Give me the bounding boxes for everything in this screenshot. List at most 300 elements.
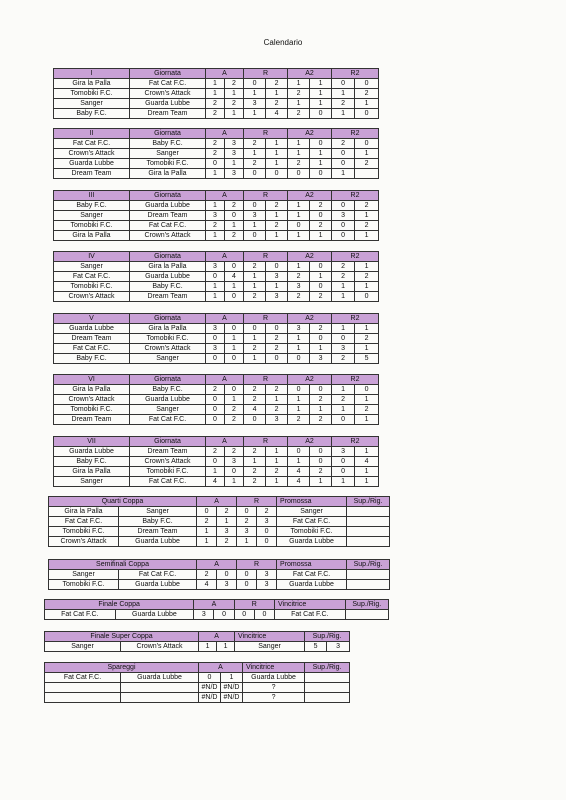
score-home: 1 xyxy=(244,109,266,119)
score-home: 1 xyxy=(332,89,355,99)
andata-header: A xyxy=(197,560,237,570)
score-home: 0 xyxy=(206,354,225,364)
score-away: 2 xyxy=(310,201,332,211)
score-away: 1 xyxy=(225,344,244,354)
score-away: 0 xyxy=(225,385,244,395)
score-home: 3 xyxy=(332,447,355,457)
ritorno2-header: R2 xyxy=(332,191,379,201)
ritorno-header: R xyxy=(244,437,288,447)
score-away: 1 xyxy=(355,477,379,487)
match-row xyxy=(54,395,379,405)
score-away: 0 xyxy=(310,169,332,179)
score-away: 2 xyxy=(225,99,244,109)
home-team: Baby F.C. xyxy=(54,457,130,467)
ritorno-header: R xyxy=(244,129,288,139)
away-team: Gira la Palla xyxy=(130,324,206,334)
ritorno-header: R xyxy=(244,375,288,385)
ritorno2-header: R2 xyxy=(332,69,379,79)
score-home: 2 xyxy=(244,344,266,354)
ritorno-header: R xyxy=(244,314,288,324)
away-team: Guarda Lubbe xyxy=(130,201,206,211)
score-away: 2 xyxy=(225,201,244,211)
score-away: 2 xyxy=(310,415,332,425)
cup-match-row xyxy=(45,610,389,620)
score-away: 0 xyxy=(257,537,277,547)
score-home: 0 xyxy=(206,457,225,467)
home-team: Sanger xyxy=(45,642,121,652)
match-row xyxy=(54,231,379,241)
home-team: Fat Cat F.C. xyxy=(45,610,116,620)
score-home: 2 xyxy=(206,99,225,109)
empty-cell xyxy=(121,683,199,693)
score-away: 2 xyxy=(225,415,244,425)
score-home: 2 xyxy=(244,139,266,149)
score-away: 1 xyxy=(310,231,332,241)
ritorno2-header: R2 xyxy=(332,375,379,385)
away-team: Sanger xyxy=(130,405,206,415)
supercoppa-header-row xyxy=(45,632,350,642)
match-row xyxy=(54,457,379,467)
away-team: Baby F.C. xyxy=(119,517,197,527)
score-away: 1 xyxy=(355,262,379,272)
score-away: 0 xyxy=(355,79,379,89)
cup-round-title: Finale Coppa xyxy=(45,600,194,610)
score-home: 1 xyxy=(206,231,225,241)
score-home: 1 xyxy=(332,477,355,487)
score-away: 1 xyxy=(355,344,379,354)
home-team: Sanger xyxy=(54,211,130,221)
andata2-header: A2 xyxy=(288,314,332,324)
away-team: Tomobiki F.C. xyxy=(130,334,206,344)
match-row xyxy=(54,211,379,221)
score-away: 2 xyxy=(266,221,288,231)
home-team: Gira la Palla xyxy=(54,467,130,477)
away-team: Sanger xyxy=(119,507,197,517)
home-team: Tomobiki F.C. xyxy=(54,221,130,231)
score-away: 1 xyxy=(225,395,244,405)
score-away: 0 xyxy=(310,282,332,292)
andata-header: A xyxy=(199,663,243,673)
match-row xyxy=(54,282,379,292)
score-home: 3 xyxy=(194,610,214,620)
home-team: Gira la Palla xyxy=(54,79,130,89)
score-away: 1 xyxy=(355,231,379,241)
cup-match-row xyxy=(49,570,390,580)
supplementari-rigori-cell xyxy=(347,537,390,547)
score-away: 2 xyxy=(355,272,379,282)
score-away: 0 xyxy=(217,570,237,580)
score-away: 0 xyxy=(310,139,332,149)
away-team: Tomobiki F.C. xyxy=(130,159,206,169)
home-team: Sanger xyxy=(54,477,130,487)
score-home: 1 xyxy=(332,405,355,415)
empty-cell xyxy=(45,683,121,693)
home-team: Gira la Palla xyxy=(54,385,130,395)
score-away: 3 xyxy=(266,415,288,425)
score-home: #N/D xyxy=(199,683,221,693)
score-home: 2 xyxy=(244,262,266,272)
score-away: 0 xyxy=(225,467,244,477)
round-table xyxy=(53,251,379,302)
match-row xyxy=(54,405,379,415)
score-away: 2 xyxy=(310,395,332,405)
score-away: 0 xyxy=(225,324,244,334)
score-home: 2 xyxy=(244,477,266,487)
home-team: Gira la Palla xyxy=(49,507,119,517)
andata2-header: A2 xyxy=(288,191,332,201)
score-home: 1 xyxy=(206,201,225,211)
score-away: 1 xyxy=(217,642,235,652)
round-header-row xyxy=(54,191,379,201)
home-team: Crown's Attack xyxy=(54,149,130,159)
score-home: 1 xyxy=(197,537,217,547)
home-team: Sanger xyxy=(49,570,119,580)
supplementari-rigori-header: Sup./Rig. xyxy=(305,663,350,673)
score-away: 1 xyxy=(225,109,244,119)
score-home: 1 xyxy=(288,211,310,221)
score-away: 2 xyxy=(225,231,244,241)
score-away: 3 xyxy=(225,149,244,159)
score-away: 3 xyxy=(266,292,288,302)
match-row xyxy=(54,149,379,159)
score-home: 1 xyxy=(244,334,266,344)
score-home: 0 xyxy=(332,467,355,477)
spareggi-header-row xyxy=(45,663,350,673)
score-home: 0 xyxy=(332,221,355,231)
score-away: 2 xyxy=(266,405,288,415)
giornata-header: Giornata xyxy=(130,437,206,447)
score-home: 3 xyxy=(288,282,310,292)
score-home: 4 xyxy=(288,467,310,477)
match-row xyxy=(54,415,379,425)
score-away: 1 xyxy=(221,673,243,683)
winner-team: ? xyxy=(243,693,305,703)
score-home: 0 xyxy=(206,159,225,169)
away-team: Gira la Palla xyxy=(130,262,206,272)
score-away: 3 xyxy=(257,580,277,590)
score-home: 2 xyxy=(206,221,225,231)
score-away: 1 xyxy=(355,149,379,159)
score-away: 0 xyxy=(310,457,332,467)
score-home: #N/D xyxy=(199,693,221,703)
spareggi-row xyxy=(45,693,350,703)
supplementari-rigori-header: Sup./Rig. xyxy=(305,632,350,642)
score-away: 1 xyxy=(355,395,379,405)
score-away: 0 xyxy=(310,334,332,344)
score-home: 2 xyxy=(206,139,225,149)
score-home: 3 xyxy=(332,344,355,354)
winner-team: Guarda Lubbe xyxy=(277,537,347,547)
score-away: 3 xyxy=(225,457,244,467)
match-row xyxy=(54,447,379,457)
score-home: 1 xyxy=(244,149,266,159)
home-team: Fat Cat F.C. xyxy=(45,673,121,683)
score-home: 1 xyxy=(237,537,257,547)
score-home: 0 xyxy=(288,447,310,457)
match-row xyxy=(54,89,379,99)
score-home: 0 xyxy=(237,507,257,517)
score-away: 0 xyxy=(310,109,332,119)
spareggi-row xyxy=(45,683,350,693)
score-home: 2 xyxy=(288,159,310,169)
match-row xyxy=(54,139,379,149)
score-away: 2 xyxy=(355,221,379,231)
score-away: 2 xyxy=(355,201,379,211)
away-team: Guarda Lubbe xyxy=(130,99,206,109)
match-row xyxy=(54,334,379,344)
score-home: 1 xyxy=(288,79,310,89)
score-away: 2 xyxy=(310,324,332,334)
match-row xyxy=(54,262,379,272)
away-team: Guarda Lubbe xyxy=(119,580,197,590)
score-home: 1 xyxy=(244,457,266,467)
home-team: Tomobiki F.C. xyxy=(49,527,119,537)
cup-match-row xyxy=(49,537,390,547)
score-home: 3 xyxy=(244,99,266,109)
score-home: 2 xyxy=(332,139,355,149)
match-row xyxy=(54,201,379,211)
score-home: 2 xyxy=(288,272,310,282)
match-row xyxy=(54,221,379,231)
score-home: 0 xyxy=(199,673,221,683)
home-team: Dream Team xyxy=(54,334,130,344)
empty-cell xyxy=(45,693,121,703)
score-home: 2 xyxy=(332,354,355,364)
finale-coppa-table xyxy=(44,599,389,620)
score-home: 3 xyxy=(288,324,310,334)
score-away: 3 xyxy=(217,580,237,590)
score-home: 2 xyxy=(206,109,225,119)
home-team: Guarda Lubbe xyxy=(54,447,130,457)
andata-header: A xyxy=(199,632,235,642)
score-home: 0 xyxy=(332,334,355,344)
andata-header: A xyxy=(206,252,244,262)
supplementari-rigori-header: Sup./Rig. xyxy=(345,600,388,610)
score-home: 2 xyxy=(197,570,217,580)
score-away: 1 xyxy=(355,211,379,221)
score-home: 2 xyxy=(244,447,266,457)
score-home: 0 xyxy=(332,201,355,211)
home-team: Fat Cat F.C. xyxy=(49,517,119,527)
round-header-row xyxy=(54,375,379,385)
away-team: Guarda Lubbe xyxy=(130,272,206,282)
score-away: 2 xyxy=(266,99,288,109)
round-number: I xyxy=(54,69,130,79)
andata2-header: A2 xyxy=(288,129,332,139)
score-home: 2 xyxy=(288,89,310,99)
giornata-header: Giornata xyxy=(130,129,206,139)
score-away: 0 xyxy=(214,610,234,620)
away-team: Guarda Lubbe xyxy=(115,610,194,620)
supplementari-rigori-header: Sup./Rig. xyxy=(347,560,390,570)
spareggi-table xyxy=(44,662,350,703)
cup-header-row xyxy=(49,497,390,507)
score-away: 2 xyxy=(217,507,237,517)
score-away: 2 xyxy=(310,221,332,231)
score-home: 2 xyxy=(332,395,355,405)
andata2-header: A2 xyxy=(288,252,332,262)
score-away: 2 xyxy=(266,385,288,395)
cup-header-row xyxy=(45,600,389,610)
home-team: Baby F.C. xyxy=(54,354,130,364)
score-home: 4 xyxy=(206,477,225,487)
home-team: Crown's Attack xyxy=(54,395,130,405)
score-home: 0 xyxy=(332,149,355,159)
home-team: Sanger xyxy=(54,99,130,109)
score-home: 1 xyxy=(206,169,225,179)
cup-match-row xyxy=(49,580,390,590)
score-away: 1 xyxy=(266,231,288,241)
score-home: 1 xyxy=(332,292,355,302)
score-home: 1 xyxy=(288,231,310,241)
ritorno-header: R xyxy=(234,600,274,610)
winner-team: Sanger xyxy=(235,642,305,652)
round-table xyxy=(53,190,379,241)
score-home: 1 xyxy=(332,109,355,119)
score-away: 0 xyxy=(310,211,332,221)
score-away: 1 xyxy=(225,221,244,231)
score-away: 2 xyxy=(355,159,379,169)
score-home: 1 xyxy=(332,385,355,395)
away-team: Fat Cat F.C. xyxy=(130,79,206,89)
score-home: 1 xyxy=(206,292,225,302)
score-away: 0 xyxy=(266,354,288,364)
score-away: 1 xyxy=(310,89,332,99)
andata-header: A xyxy=(206,129,244,139)
score-home: 0 xyxy=(288,354,310,364)
score-away: 2 xyxy=(310,292,332,302)
score-home: 1 xyxy=(288,457,310,467)
score-home: 1 xyxy=(206,467,225,477)
score-home: 1 xyxy=(288,99,310,109)
andata-header: A xyxy=(206,191,244,201)
winner-header: Promossa xyxy=(277,560,347,570)
winner-team: Fat Cat F.C. xyxy=(277,517,347,527)
winner-header: Vincitrice xyxy=(235,632,305,642)
semifinali-coppa-table xyxy=(48,559,390,590)
score-away: 1 xyxy=(266,395,288,405)
home-team: Dream Team xyxy=(54,169,130,179)
score-home: 0 xyxy=(288,221,310,231)
score-home: 4 xyxy=(288,477,310,487)
winner-team: Fat Cat F.C. xyxy=(274,610,345,620)
score-away: 2 xyxy=(266,344,288,354)
score-away: 2 xyxy=(217,537,237,547)
away-team: Baby F.C. xyxy=(130,139,206,149)
winner-header: Vincitrice xyxy=(274,600,345,610)
score-away: 3 xyxy=(217,527,237,537)
supplementari-rigori-cell xyxy=(347,507,390,517)
score-away: 1 xyxy=(266,282,288,292)
score-home: 2 xyxy=(206,447,225,457)
score-home: 1 xyxy=(288,405,310,415)
score-away: 0 xyxy=(257,527,277,537)
winner-header: Vincitrice xyxy=(243,663,305,673)
score-away: 4 xyxy=(266,109,288,119)
match-row xyxy=(54,385,379,395)
supercoppa-match-row xyxy=(45,642,350,652)
round-header-row xyxy=(54,69,379,79)
score-away: 1 xyxy=(355,324,379,334)
home-team: Crown's Attack xyxy=(54,292,130,302)
score-away: 3 xyxy=(310,354,332,364)
score-home: 0 xyxy=(244,79,266,89)
round-header-row xyxy=(54,129,379,139)
score-away: 0 xyxy=(266,169,288,179)
score-home: 1 xyxy=(332,282,355,292)
score-home: 2 xyxy=(332,99,355,109)
score-away: 4 xyxy=(225,272,244,282)
winner-team: Sanger xyxy=(277,507,347,517)
score-away: 2 xyxy=(355,89,379,99)
round-number: IV xyxy=(54,252,130,262)
score-away: 1 xyxy=(225,159,244,169)
score-home: 2 xyxy=(197,517,217,527)
round-header-row xyxy=(54,437,379,447)
home-team: Fat Cat F.C. xyxy=(54,272,130,282)
home-team: Tomobiki F.C. xyxy=(54,282,130,292)
score-home: 0 xyxy=(244,415,266,425)
round-number: V xyxy=(54,314,130,324)
score-away: 0 xyxy=(266,324,288,334)
supercoppa-title: Finale Super Coppa xyxy=(45,632,199,642)
score-away: 4 xyxy=(355,457,379,467)
score-home: 2 xyxy=(244,385,266,395)
score-home: 1 xyxy=(199,642,217,652)
ritorno2-header: R2 xyxy=(332,252,379,262)
score-away: 3 xyxy=(257,517,277,527)
score-home: 1 xyxy=(244,221,266,231)
away-team: Fat Cat F.C. xyxy=(130,477,206,487)
score-away: 1 xyxy=(355,282,379,292)
home-team: Tomobiki F.C. xyxy=(49,580,119,590)
score-home: 0 xyxy=(288,385,310,395)
score-away: 1 xyxy=(310,477,332,487)
away-team: Dream Team xyxy=(130,109,206,119)
away-team: Fat Cat F.C. xyxy=(130,415,206,425)
round-number: VI xyxy=(54,375,130,385)
score-away: 3 xyxy=(225,139,244,149)
score-home: 1 xyxy=(332,324,355,334)
round-table xyxy=(53,68,379,119)
score-away: 1 xyxy=(225,89,244,99)
score-away: 2 xyxy=(257,507,277,517)
score-home: 0 xyxy=(244,201,266,211)
away-team: Baby F.C. xyxy=(130,385,206,395)
score-away: 3 xyxy=(257,570,277,580)
supplementari-rigori-cell xyxy=(305,683,350,693)
score-home: 3 xyxy=(244,211,266,221)
away-team: Guarda Lubbe xyxy=(130,395,206,405)
score-home: 2 xyxy=(244,395,266,405)
match-row xyxy=(54,354,379,364)
round-table xyxy=(53,313,379,364)
giornata-header: Giornata xyxy=(130,69,206,79)
match-row xyxy=(54,99,379,109)
score-home: 2 xyxy=(332,272,355,282)
score-home: 1 xyxy=(244,272,266,282)
round-table xyxy=(53,128,379,179)
score-away: 0 xyxy=(310,262,332,272)
supplementari-home: 5 xyxy=(305,642,327,652)
home-team: Sanger xyxy=(54,262,130,272)
round-number: VII xyxy=(54,437,130,447)
score-home: 1 xyxy=(206,282,225,292)
score-away: 1 xyxy=(310,149,332,159)
match-row xyxy=(54,292,379,302)
match-row xyxy=(54,109,379,119)
andata-header: A xyxy=(206,69,244,79)
